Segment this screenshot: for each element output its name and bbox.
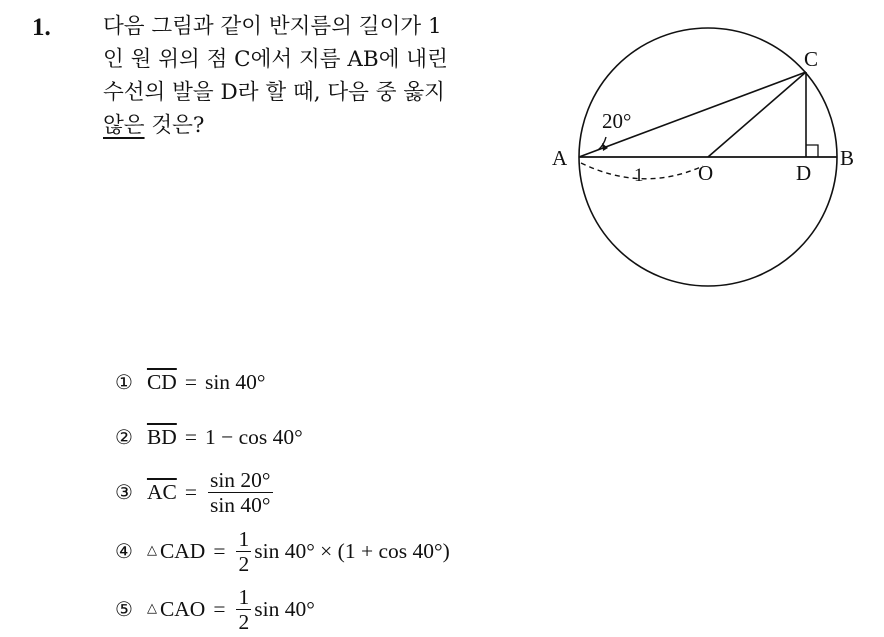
choice-5[interactable]	[115, 584, 315, 634]
label-o: O	[698, 161, 714, 185]
stem-line-1: 다음 그림과 같이 반지름의 길이가 1	[103, 14, 442, 39]
choice-number: ③	[115, 480, 133, 504]
choice-rhs: 1 − cos 40°	[204, 424, 303, 449]
choice-2[interactable]	[115, 415, 303, 459]
choice-lhs: $\overline{CD}$	[146, 369, 177, 394]
equals-sign: =	[213, 538, 226, 563]
stem-line-3: 수선의 발을 D라 할 때, 다음 중 옳지	[103, 80, 445, 105]
label-b: B	[840, 146, 855, 170]
choice-number: ⑤	[115, 597, 133, 621]
stem-line-4-rest: 것은?	[144, 113, 205, 138]
equals-sign: =	[184, 369, 197, 394]
segment-oc	[708, 72, 806, 157]
triangle-symbol: △	[146, 600, 157, 615]
choice-4[interactable]	[115, 526, 450, 576]
label-a: A	[552, 146, 568, 170]
triangle-symbol: △	[146, 542, 157, 557]
choice-number: ①	[115, 370, 133, 394]
fraction-denominator: sin 40°	[209, 492, 271, 517]
stem-line-2: 인 원 위의 점 C에서 지름 AB에 내린	[103, 47, 448, 72]
equals-sign: =	[184, 479, 197, 504]
radius-label: 1	[634, 165, 644, 186]
fraction	[236, 585, 251, 634]
question-number: 1.	[32, 14, 51, 41]
angle-label: 20°	[602, 109, 632, 133]
choice-rhs: sin 40°	[254, 596, 315, 621]
choice-lhs: CAO	[159, 596, 206, 621]
stem-line-4	[103, 109, 543, 142]
fraction	[236, 527, 251, 576]
fraction-numerator: sin 20°	[209, 467, 271, 492]
choice-1[interactable]	[115, 360, 266, 404]
underlined-word: 않은	[103, 113, 145, 138]
choice-rhs: sin 40°	[204, 369, 266, 394]
equals-sign: =	[213, 596, 226, 621]
choice-lhs: $\overline{AC}$	[146, 479, 177, 504]
fraction-denominator: 2	[238, 551, 250, 576]
label-d: D	[796, 161, 812, 185]
question-stem	[103, 10, 543, 142]
choice-rhs: sin 40° × (1 + cos 40°)	[254, 538, 450, 563]
fraction-numerator: 1	[238, 526, 250, 551]
choice-number: ②	[115, 425, 133, 449]
label-c: C	[804, 47, 819, 71]
fraction	[208, 468, 273, 517]
choice-lhs: CAD	[159, 538, 206, 563]
right-angle-mark	[806, 145, 818, 157]
choice-number: ④	[115, 539, 133, 563]
choice-lhs: $\overline{BD}$	[146, 424, 177, 449]
fraction-denominator: 2	[238, 609, 250, 634]
choice-3[interactable]	[115, 467, 276, 517]
circle-figure	[548, 28, 855, 290]
fraction-numerator: 1	[238, 584, 250, 609]
equals-sign: =	[184, 424, 197, 449]
